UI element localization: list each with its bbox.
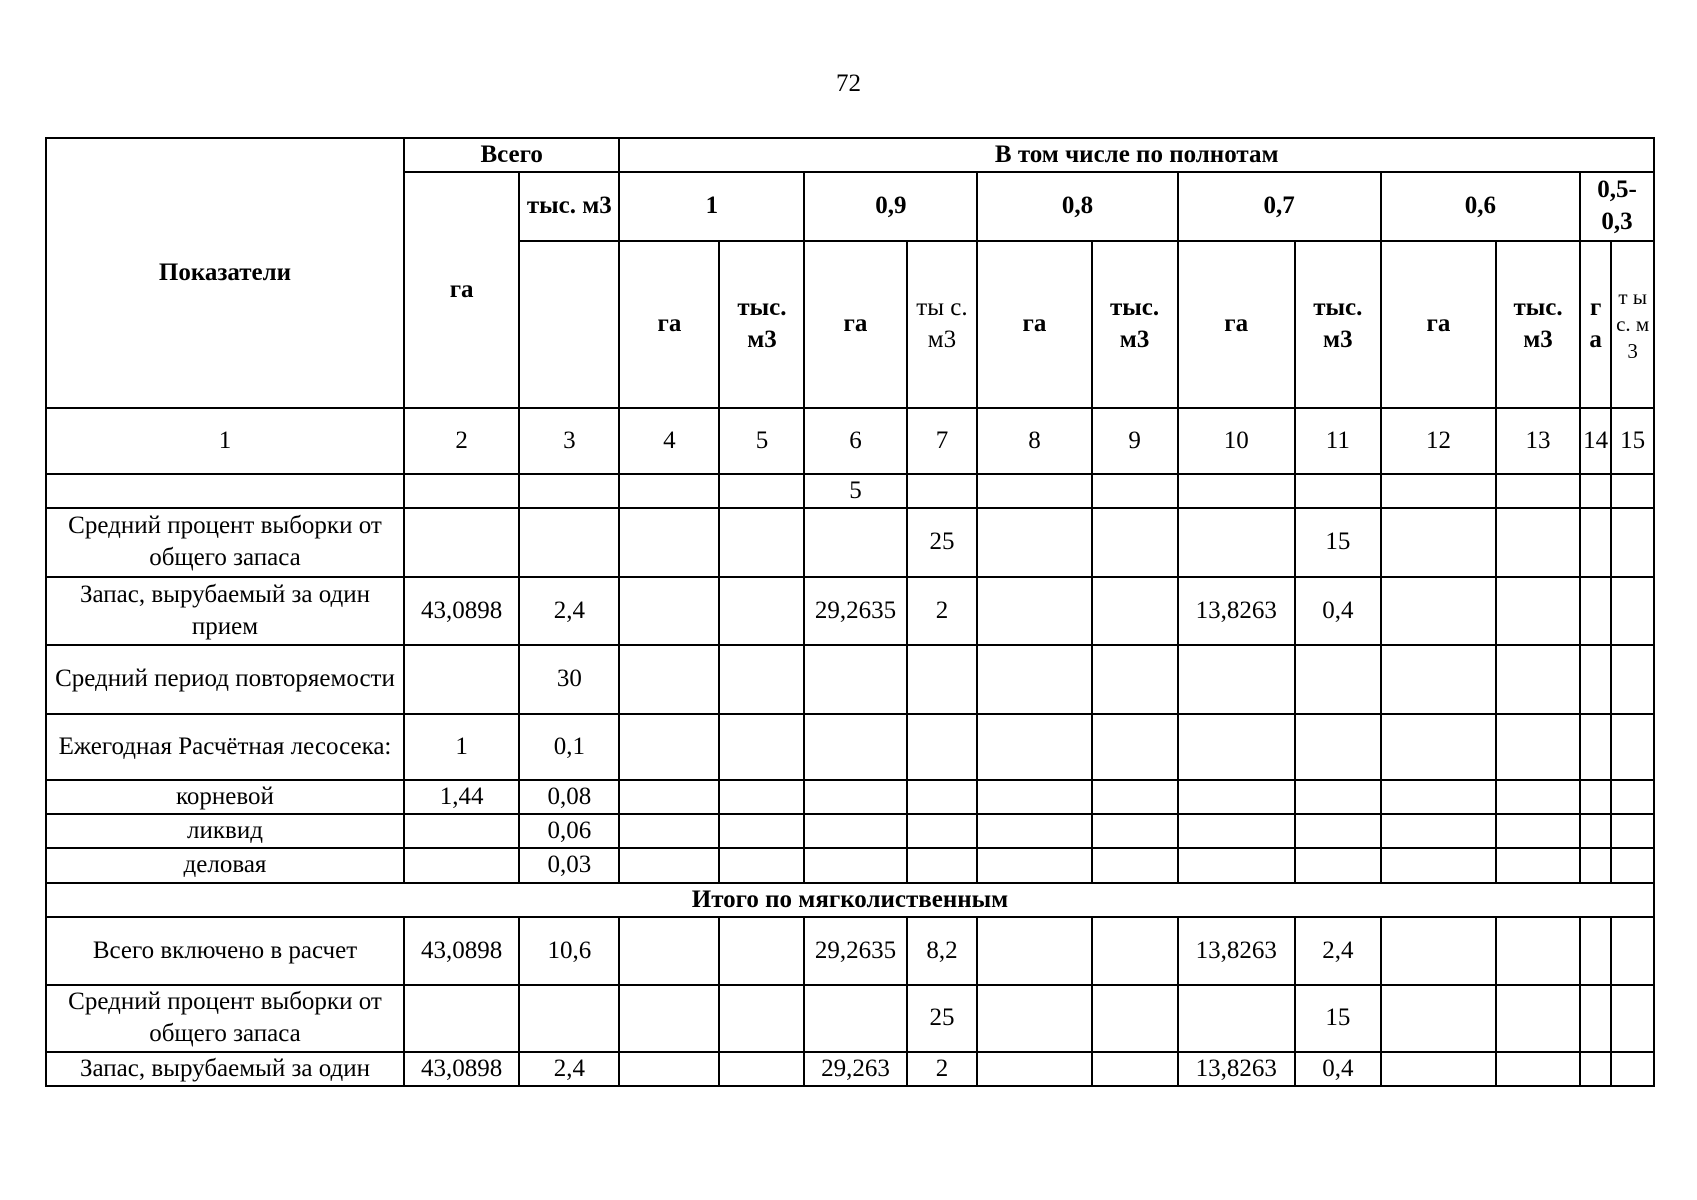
table-cell (1092, 645, 1178, 713)
table-row (46, 917, 1654, 985)
table-cell (404, 508, 519, 576)
table-cell (977, 780, 1091, 814)
table-cell (907, 848, 978, 882)
table-cell: 29,263 (804, 1052, 906, 1086)
table-cell (404, 645, 519, 713)
table-cell (1496, 780, 1580, 814)
table-cell (404, 848, 519, 882)
table-cell (619, 917, 719, 985)
table-cell (619, 508, 719, 576)
table-cell (977, 917, 1091, 985)
table-cell (1611, 645, 1654, 713)
table-row (46, 848, 1654, 882)
table-cell (1178, 714, 1295, 780)
table-cell (1381, 1052, 1496, 1086)
table-cell (619, 577, 719, 645)
header-density-1: 1 (619, 172, 804, 240)
table-cell: 25 (907, 508, 978, 576)
column-number: 13 (1496, 408, 1580, 474)
table-cell (1092, 814, 1178, 848)
table-cell (1496, 645, 1580, 713)
table-cell (1496, 474, 1580, 508)
table-cell (1496, 814, 1580, 848)
table-cell (1092, 780, 1178, 814)
column-number: 14 (1580, 408, 1611, 474)
table-cell: Средний процент выборки от общего запаса (46, 985, 404, 1051)
table-cell: 1,44 (404, 780, 519, 814)
table-cell (1295, 474, 1381, 508)
table-cell: 15 (1295, 985, 1381, 1051)
header-d06-ha: га (1381, 241, 1496, 408)
header-indicators: Показатели (46, 138, 404, 408)
table-cell: 43,0898 (404, 1052, 519, 1086)
forest-table (45, 137, 1655, 1087)
table-cell (1580, 1052, 1611, 1086)
table-cell (1580, 985, 1611, 1051)
table-cell (719, 508, 804, 576)
table-cell (1580, 474, 1611, 508)
table-cell (804, 814, 906, 848)
table-cell: 13,8263 (1178, 1052, 1295, 1086)
table-cell (1381, 645, 1496, 713)
column-number: 9 (1092, 408, 1178, 474)
table-cell (1381, 814, 1496, 848)
header-density-06: 0,6 (1381, 172, 1580, 240)
table-cell: 13,8263 (1178, 917, 1295, 985)
table-cell (619, 814, 719, 848)
table-cell: Средний процент выборки от общего запаса (46, 508, 404, 576)
table-cell: 2 (907, 577, 978, 645)
table-cell (1092, 917, 1178, 985)
table-cell (804, 714, 906, 780)
table-cell (977, 508, 1091, 576)
table-cell (519, 474, 619, 508)
header-d0503-ha: г а (1580, 241, 1611, 408)
table-cell (1611, 508, 1654, 576)
table-cell (1092, 1052, 1178, 1086)
table-cell (977, 848, 1091, 882)
table-cell (1580, 814, 1611, 848)
header-d08-m3: тыс. м3 (1092, 241, 1178, 408)
table-cell (719, 577, 804, 645)
header-density-09: 0,9 (804, 172, 977, 240)
table-row (46, 577, 1654, 645)
table-cell (1092, 508, 1178, 576)
table-cell (619, 780, 719, 814)
table-cell (804, 848, 906, 882)
table-cell (1611, 985, 1654, 1051)
table-cell (1178, 474, 1295, 508)
table-cell (1580, 645, 1611, 713)
table-cell (1611, 474, 1654, 508)
table-cell (1496, 1052, 1580, 1086)
column-number: 7 (907, 408, 978, 474)
column-number-row (46, 408, 1654, 474)
column-number: 11 (1295, 408, 1381, 474)
table-cell: 5 (804, 474, 906, 508)
header-empty-cell (519, 241, 619, 408)
table-cell: ликвид (46, 814, 404, 848)
table-cell (1092, 577, 1178, 645)
table-cell: 2,4 (519, 577, 619, 645)
table-cell (1381, 985, 1496, 1051)
header-by-density: В том числе по полнотам (619, 138, 1654, 172)
table-cell (1381, 577, 1496, 645)
column-number: 12 (1381, 408, 1496, 474)
table-cell (619, 1052, 719, 1086)
table-cell: 43,0898 (404, 577, 519, 645)
table-cell: 0,08 (519, 780, 619, 814)
table-cell: 0,4 (1295, 1052, 1381, 1086)
table-cell (977, 645, 1091, 713)
table-cell (977, 714, 1091, 780)
table-cell (1092, 848, 1178, 882)
section-row (46, 883, 1654, 917)
table-cell (619, 474, 719, 508)
table-cell (804, 508, 906, 576)
header-density-07: 0,7 (1178, 172, 1381, 240)
table-cell (907, 714, 978, 780)
page-number: 72 (836, 70, 861, 97)
table-cell (404, 814, 519, 848)
table-cell: 0,03 (519, 848, 619, 882)
table-cell (1295, 780, 1381, 814)
header-total-thousand-m3: тыс. м3 (519, 172, 619, 240)
table-cell (1611, 577, 1654, 645)
table-cell: 15 (1295, 508, 1381, 576)
table-cell: 2,4 (1295, 917, 1381, 985)
column-number: 2 (404, 408, 519, 474)
table-row (46, 508, 1654, 576)
table-cell (1496, 508, 1580, 576)
column-number: 4 (619, 408, 719, 474)
table-cell (804, 985, 906, 1051)
table-cell (1580, 848, 1611, 882)
table-cell (1092, 714, 1178, 780)
table-cell (1295, 848, 1381, 882)
table-cell (1611, 714, 1654, 780)
table-cell (977, 814, 1091, 848)
table-cell (977, 1052, 1091, 1086)
header-total-ha: га (404, 172, 519, 407)
column-number: 6 (804, 408, 906, 474)
table-cell (1580, 714, 1611, 780)
table-cell: 43,0898 (404, 917, 519, 985)
table-cell (1178, 848, 1295, 882)
table-cell (1580, 780, 1611, 814)
header-d08-ha: га (977, 241, 1091, 408)
table-cell (1295, 814, 1381, 848)
table-cell (1496, 577, 1580, 645)
table-cell (1611, 917, 1654, 985)
table-cell (1496, 848, 1580, 882)
table-cell (519, 508, 619, 576)
table-cell (804, 645, 906, 713)
table-cell (1381, 848, 1496, 882)
table-cell (1496, 714, 1580, 780)
table-cell (1295, 645, 1381, 713)
table-cell (1178, 645, 1295, 713)
table-cell: Запас, вырубаемый за один прием (46, 577, 404, 645)
header-d06-m3: тыс. м3 (1496, 241, 1580, 408)
table-cell (719, 1052, 804, 1086)
table-cell (1178, 814, 1295, 848)
table-cell (719, 848, 804, 882)
column-number: 10 (1178, 408, 1295, 474)
table-cell: корневой (46, 780, 404, 814)
table-cell: 0,06 (519, 814, 619, 848)
column-number: 3 (519, 408, 619, 474)
header-d07-ha: га (1178, 241, 1295, 408)
table-cell (719, 917, 804, 985)
table-cell: 1 (404, 714, 519, 780)
column-number: 1 (46, 408, 404, 474)
table-cell (1496, 985, 1580, 1051)
table-cell: деловая (46, 848, 404, 882)
header-d09-m3: ты с. м3 (907, 241, 978, 408)
table-cell (1580, 917, 1611, 985)
table-cell (804, 780, 906, 814)
table-row (46, 714, 1654, 780)
table-cell (977, 474, 1091, 508)
table-cell (619, 985, 719, 1051)
table-row (46, 645, 1654, 713)
table-cell (1611, 814, 1654, 848)
table-cell (977, 985, 1091, 1051)
table-cell: 2 (907, 1052, 978, 1086)
table-cell (619, 714, 719, 780)
table-cell (1381, 917, 1496, 985)
table-cell (1178, 508, 1295, 576)
table-cell: 0,1 (519, 714, 619, 780)
table-cell: 2,4 (519, 1052, 619, 1086)
table-cell (907, 474, 978, 508)
table-cell (1381, 508, 1496, 576)
table-cell (619, 645, 719, 713)
table-cell: 0,4 (1295, 577, 1381, 645)
table-cell (46, 474, 404, 508)
table-row (46, 780, 1654, 814)
table-cell (1178, 985, 1295, 1051)
table-row (46, 814, 1654, 848)
table-cell (907, 780, 978, 814)
table-row (46, 474, 1654, 508)
table-row (46, 1052, 1654, 1086)
table-cell (1381, 714, 1496, 780)
table-cell (1295, 714, 1381, 780)
table-cell: 8,2 (907, 917, 978, 985)
table-cell (404, 985, 519, 1051)
header-d0503-m3: т ы с. м 3 (1611, 241, 1654, 408)
table-cell (719, 985, 804, 1051)
header-d07-m3: тыс. м3 (1295, 241, 1381, 408)
table-cell (1092, 474, 1178, 508)
table-cell (1381, 780, 1496, 814)
section-title: Итого по мягколиственным (46, 883, 1654, 917)
table-cell (719, 780, 804, 814)
table-cell (719, 714, 804, 780)
table-cell (1580, 508, 1611, 576)
table-cell (719, 474, 804, 508)
table-cell (519, 985, 619, 1051)
column-number: 5 (719, 408, 804, 474)
table-cell (1611, 848, 1654, 882)
table-cell (719, 645, 804, 713)
table-cell: Всего включено в расчет (46, 917, 404, 985)
table-cell: 30 (519, 645, 619, 713)
table-cell: 29,2635 (804, 577, 906, 645)
table-cell (907, 814, 978, 848)
header-total: Всего (404, 138, 619, 172)
table-cell (1580, 577, 1611, 645)
header-d09-ha: га (804, 241, 906, 408)
header-density-05-03: 0,5-0,3 (1580, 172, 1654, 240)
table-cell: Ежегодная Расчётная лесосека: (46, 714, 404, 780)
table-cell (404, 474, 519, 508)
table-cell (719, 814, 804, 848)
table-cell: 25 (907, 985, 978, 1051)
header-d1-m3: тыс. м3 (719, 241, 804, 408)
column-number: 15 (1611, 408, 1654, 474)
column-number: 8 (977, 408, 1091, 474)
table-cell: Средний период повторяемости (46, 645, 404, 713)
table-cell (1381, 474, 1496, 508)
header-d1-ha: га (619, 241, 719, 408)
table-cell (907, 645, 978, 713)
table-cell: Запас, вырубаемый за один (46, 1052, 404, 1086)
table-cell (1611, 1052, 1654, 1086)
table-cell: 29,2635 (804, 917, 906, 985)
table-cell: 10,6 (519, 917, 619, 985)
table-row (46, 985, 1654, 1051)
table-cell (977, 577, 1091, 645)
table-cell: 13,8263 (1178, 577, 1295, 645)
table-cell (1092, 985, 1178, 1051)
table-cell (1611, 780, 1654, 814)
table-cell (1496, 917, 1580, 985)
table-cell (619, 848, 719, 882)
header-density-08: 0,8 (977, 172, 1177, 240)
table-cell (1178, 780, 1295, 814)
